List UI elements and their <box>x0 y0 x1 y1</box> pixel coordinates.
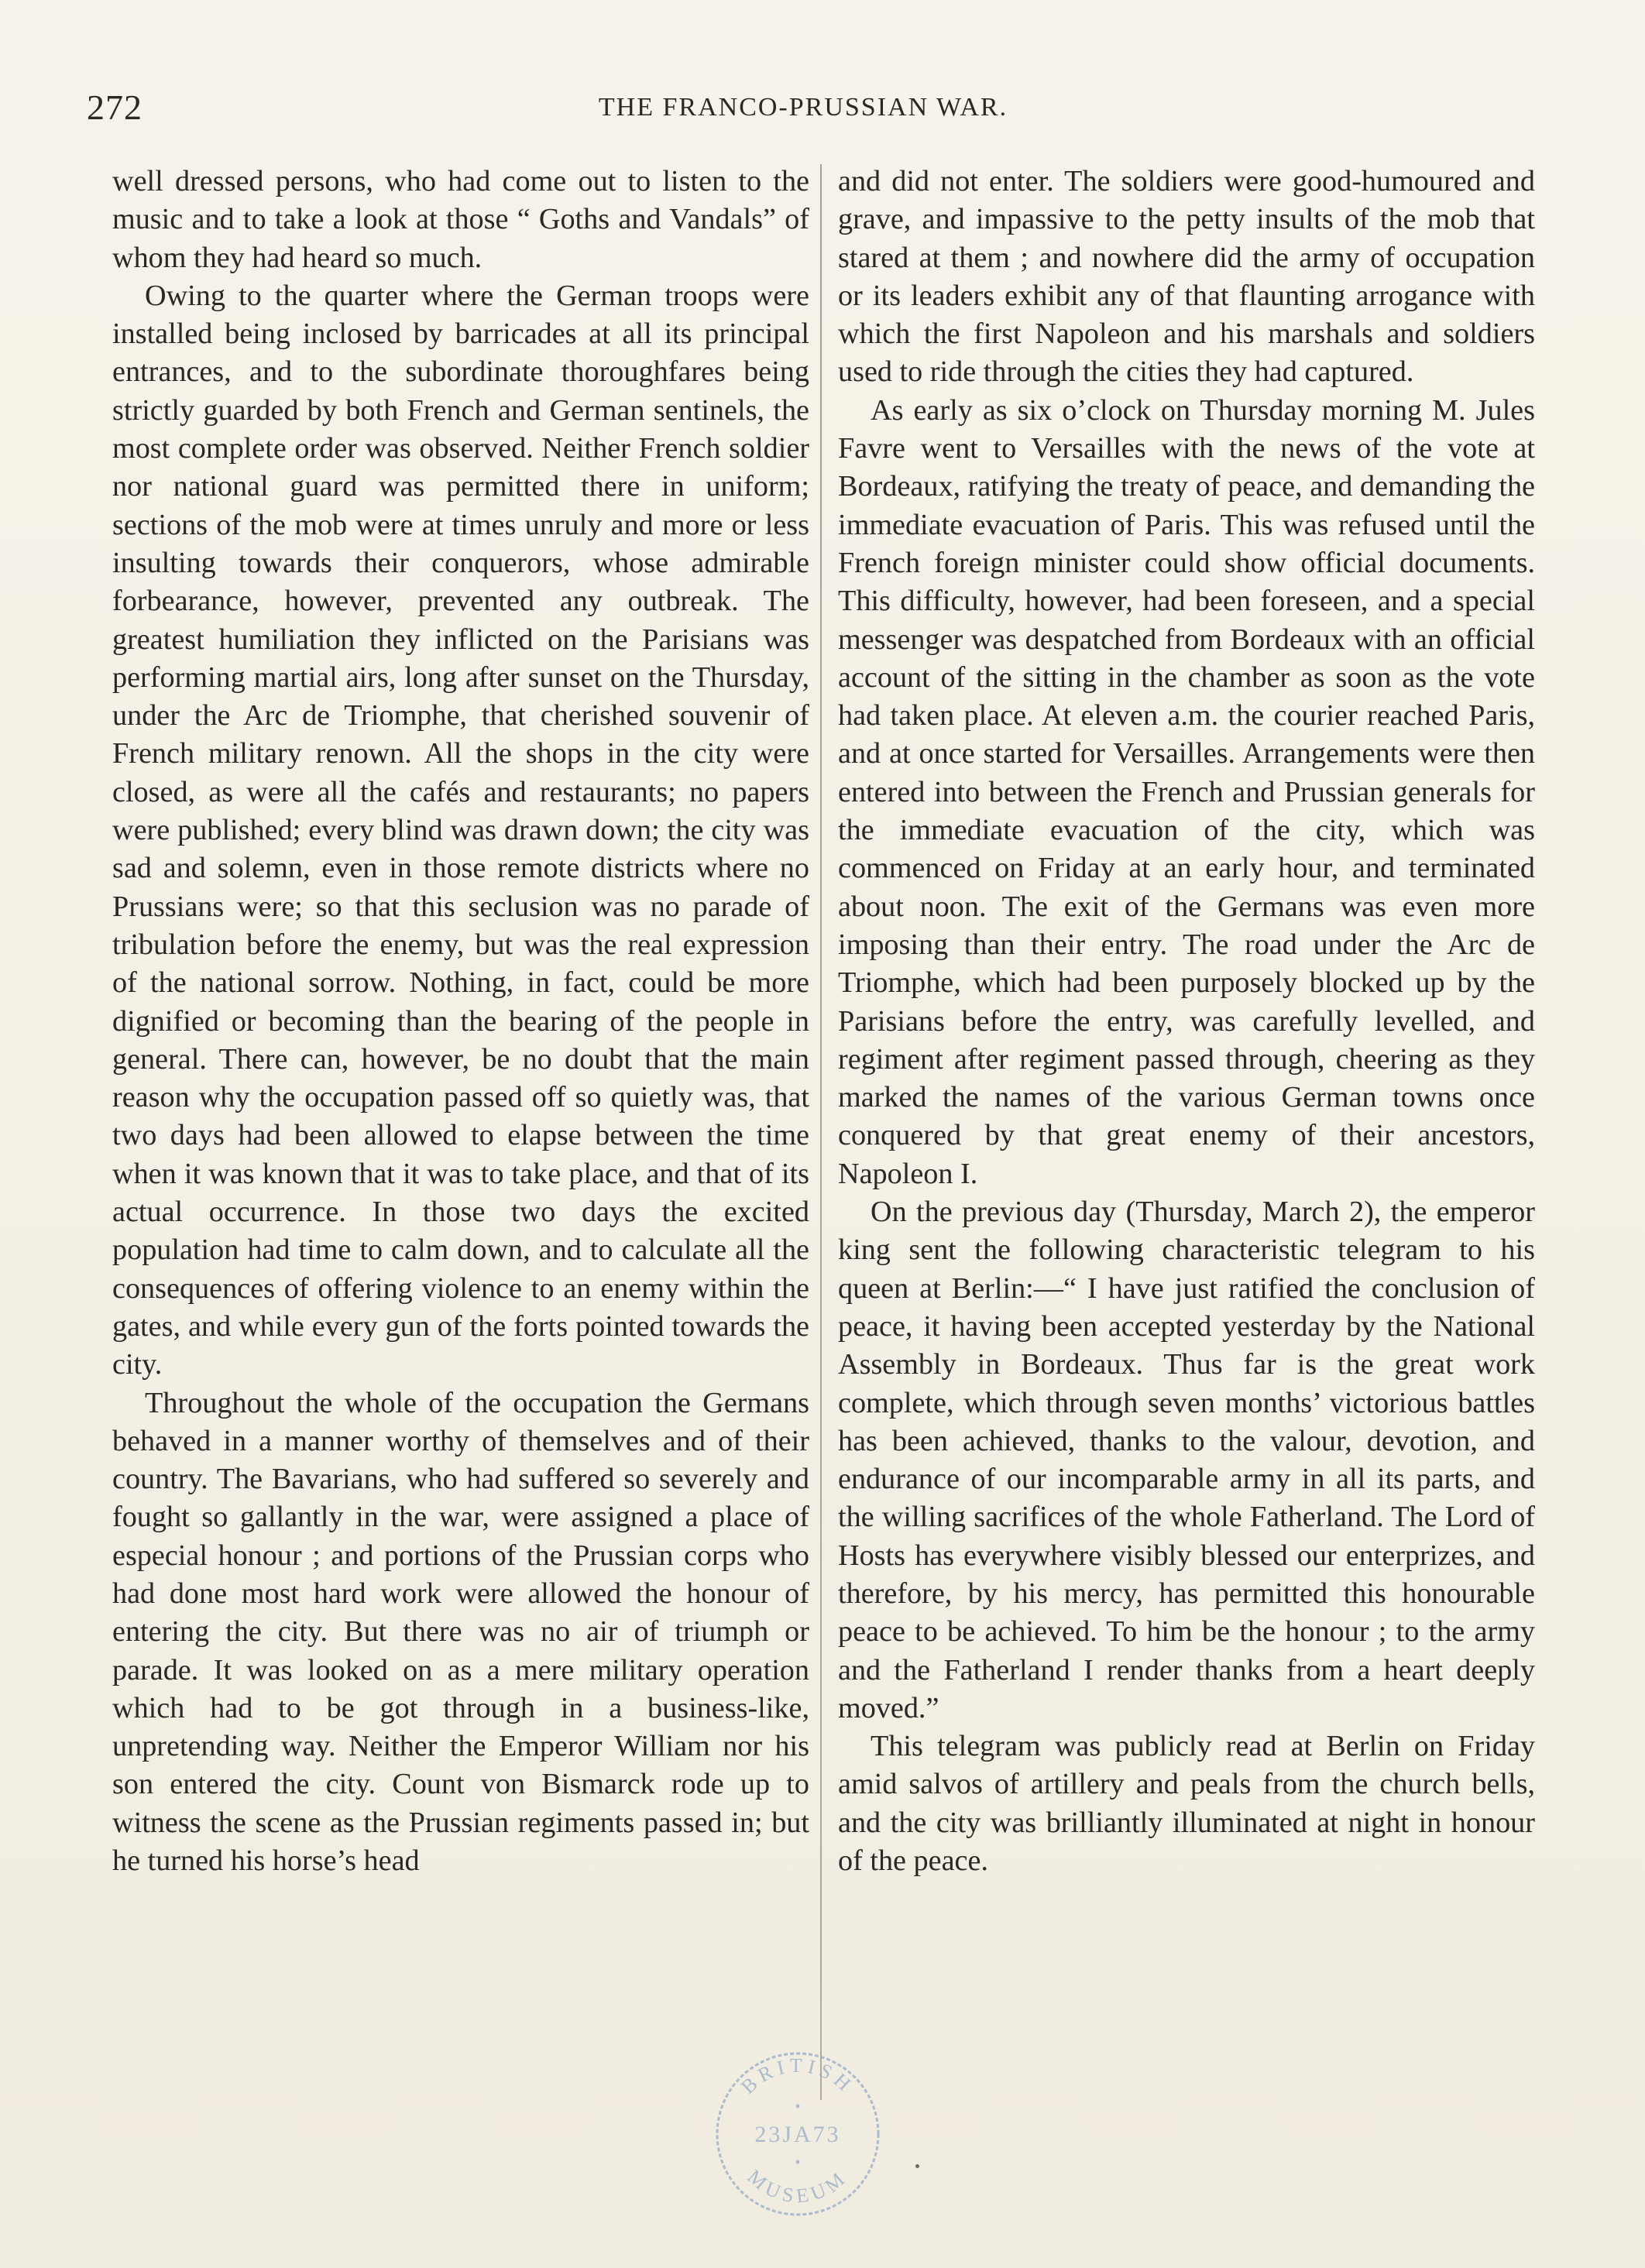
paragraph: Throughout the whole of the occupation the Germans behaved in a manner worthy of themselves and of their country. The Bavarians, who had suffered so severely and fought so gallantly in the war, were assigned a place of especial honour ; and portions of the Prussian corps who had done most hard work were allowed the honour of entering the city. But there was no air of triumph or parade. It was looked on as a mere military operation which had to be got through in a business-like, unpretending way. Neither the Emperor William nor his son entered the city. Count von Bismarck rode up to witness the scene as the Prussian regiments passed in; but he turned his horse’s head <box>112 1386 809 1878</box>
page-header <box>87 87 1520 133</box>
stamp-date: 23JA73 <box>754 2122 841 2147</box>
right-column <box>838 163 1535 1880</box>
library-stamp-icon <box>709 2046 886 2222</box>
paragraph: This telegram was publicly read at Berlin on Friday amid salvos of artillery and peals from the church bells, and the city was brilliantly illuminated at night in honour of the peace. <box>838 1730 1535 1878</box>
column-divider <box>820 164 822 2100</box>
paragraph: On the previous day (Thursday, March 2), the emperor king sent the following characteristic telegram to his queen at Berlin:—“ I have just ratified the conclusion of peace, it having been accepted yesterday by the National Assembly in Bordeaux. Thus far is the great work complete, which through seven months’ victorious battles has been achieved, thanks to the valour, devotion, and endurance of our incomparable army in all its parts, and the willing sacrifices of the whole Fatherland. The Lord of Hosts has everywhere visibly blessed our enterprizes, and therefore, by his mercy, has permitted this honourable peace to be achieved. To him be the honour ; to the army and the Fatherland I render thanks from a heart deeply moved.” <box>838 1196 1535 1724</box>
left-column <box>112 163 809 1880</box>
stamp-top-text: BRITISH <box>737 2054 859 2098</box>
running-title: THE FRANCO-PRUSSIAN WAR. <box>598 93 1008 122</box>
page-number: 272 <box>87 87 143 127</box>
paragraph: well dressed persons, who had come out to listen to the music and to take a look at those “ Goths and Vandals” of whom they had heard so much. <box>112 165 809 274</box>
stamp-bottom-text: MUSEUM <box>743 2165 853 2208</box>
paragraph: As early as six o’clock on Thursday morning M. Jules Favre went to Versailles with the news of the vote at Bordeaux, ratifying the treaty of peace, and demanding the immediate evacuation of Paris. This was refused until the French foreign minister could show official documents. This difficulty, however, had been foreseen, and a special messenger was despatched from Bordeaux with an official account of the sitting in the chamber as soon as the vote had taken place. At eleven a.m. the courier reached Paris, and at once started for Versailles. Arrangements were then entered into between the French and Prussian generals for the immediate evacuation of the city, which was commenced on Friday at an early hour, and terminated about noon. The exit of the Germans was even more imposing than their entry. The road under the Arc de Triomphe, which had been purposely blocked up by the Parisians before the entry, was carefully levelled, and regiment after regiment passed through, cheering as they marked the names of the various German towns once conquered by that great enemy of their ancestors, Napoleon I. <box>838 393 1535 1190</box>
paragraph: and did not enter. The soldiers were good-humoured and grave, and impassive to the petty insults of the mob that stared at them ; and nowhere did the army of occupation or its leaders exhibit any of that flaunting arrogance with which the first Napoleon and his marshals and soldiers used to ride through the cities they had captured. <box>838 165 1535 389</box>
ink-speck <box>915 2164 919 2168</box>
paragraph: Owing to the quarter where the German troops were installed being inclosed by barricades at all its principal entrances, and to the subordinate thoroughfares being strictly guarded by both French and German sentinels, the most complete order was observed. Neither French soldier nor national guard was permitted there in uniform; sections of the mob were at times unruly and more or less insulting towards their conquerors, whose admirable forbearance, however, prevented any outbreak. The greatest humiliation they inflicted on the Parisians was performing martial airs, long after sunset on the Thursday, under the Arc de Triomphe, that cherished souvenir of French military renown. All the shops in the city were closed, as were all the cafés and restaurants; no papers were published; every blind was drawn down; the city was sad and solemn, even in those remote districts where no Prussians were; so that this seclusion was no parade of tribulation before the enemy, but was the real expression of the national sorrow. Nothing, in fact, could be more dignified or becoming than the bearing of the people in general. There can, however, be no doubt that the main reason why the occupation passed off so quietly was, that two days had been allowed to elapse between the time when it was known that it was to take place, and that of its actual occurrence. In those two days the excited population had time to calm down, and to calculate all the consequences of offering violence to an enemy within the gates, and while every gun of the forts pointed towards the city. <box>112 279 809 1381</box>
